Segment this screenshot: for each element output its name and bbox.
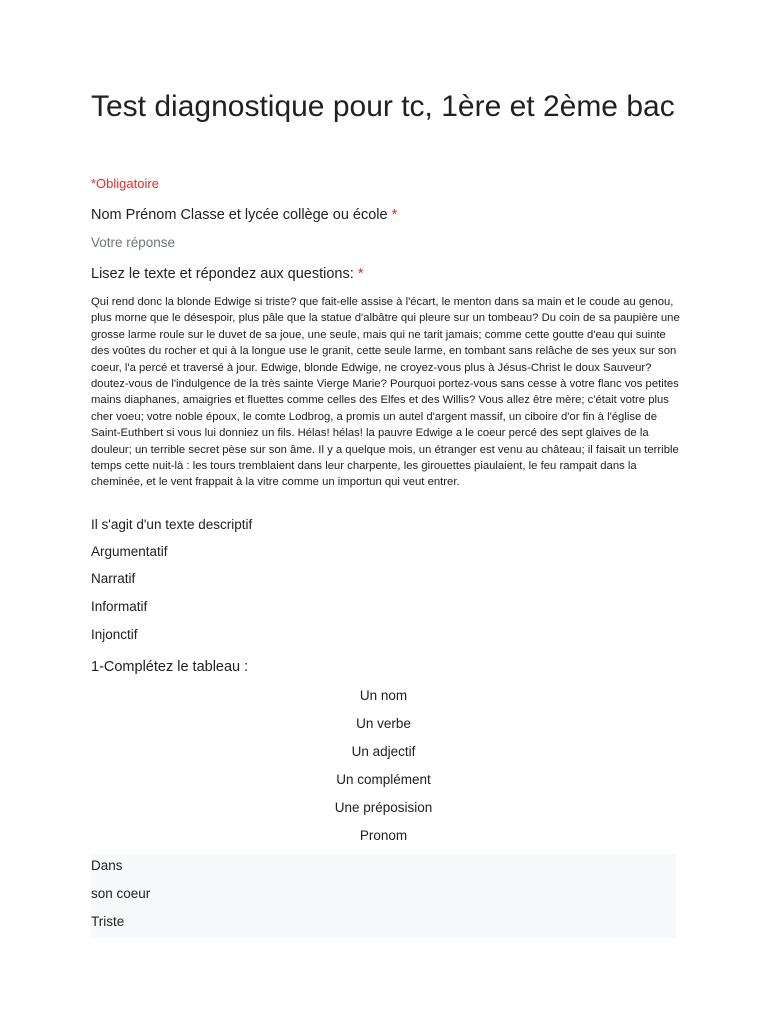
question-name-label [91, 207, 397, 223]
grid-rows [91, 854, 676, 938]
option-descriptif[interactable]: Il s'agit d'un texte descriptif [91, 517, 253, 532]
required-note: *Obligatoire [91, 176, 159, 191]
form-title: Test diagnostique pour tc, 1ère et 2ème bac [91, 90, 675, 123]
question-text-label [91, 266, 363, 282]
grid-column-preposition: Une préposision [334, 800, 433, 815]
grid-row-dans: Dans [91, 858, 123, 873]
option-narratif[interactable]: Narratif [91, 571, 136, 586]
grid-column-complement: Un complément [336, 772, 431, 787]
option-injonctif[interactable]: Injonctif [91, 627, 138, 642]
name-answer-field[interactable]: Votre réponse [91, 235, 176, 250]
reading-passage: Qui rend donc la blonde Edwige si triste? que fait-elle assise à l'écart, le menton dans sa main et le coude au genou, plus morne que le désespoir, plus pâle que la statue d'albâtre qui pleure sur un tombeau? Du coin de sa paupière une grosse larme roule sur le duvet de sa joue, une seule, mais qui ne tarit jamais; comme cette goutte d'eau qui suinte des voûtes du rocher et qui à la longue use le granit, cette seule larme, en tombant sans relâche de ses yeux sur son coeur, l'a percé et traversé à jour. Edwige, blonde Edwige, ne croyez-vous plus à Jésus-Christ le doux Sauveur? doutez-vous de l'indulgence de la très sainte Vierge Marie? Pourquoi portez-vous sans cesse à votre flanc vos petites mains diaphanes, amaigries et fluettes comme celles des Elfes et des Willis? Vous allez être mère; c'était votre plus cher voeu; votre noble époux, le comte Lodbrog, a promis un autel d'argent massif, un ciboire d'or fin à l'église de Saint-Euthbert si vous lui donniez un fils. Hélas! hélas! la pauvre Edwige a le coeur percé des sept glaives de la douleur; un terrible secret pèse sur son âme. Il y a quelque mois, un étranger est venu au château; il faisait un terrible temps cette nuit-là : les tours tremblaient dans leur charpente, les girouettes piaulaient, le feu rampait dans la cheminée, et le vent frappait à la vitre comme un importun qui veut entrer. [91, 296, 680, 489]
option-informatif[interactable]: Informatif [91, 599, 148, 614]
required-asterisk: * [391, 207, 398, 223]
grid-column-verbe: Un verbe [356, 716, 411, 731]
question-text-title: Lisez le texte et répondez aux questions: [91, 266, 354, 282]
option-argumentatif[interactable]: Argumentatif [91, 544, 168, 559]
grid-column-nom: Un nom [359, 688, 408, 703]
grid-column-adjectif: Un adjectif [351, 744, 416, 759]
question-table-label: 1-Complétez le tableau : [91, 659, 249, 675]
grid-column-pronom: Pronom [359, 828, 408, 843]
grid-row-son-coeur: son coeur [91, 886, 151, 901]
required-asterisk: * [357, 266, 364, 282]
question-name-text: Nom Prénom Classe et lycée collège ou école [91, 207, 388, 223]
grid-row-triste: Triste [91, 914, 125, 929]
